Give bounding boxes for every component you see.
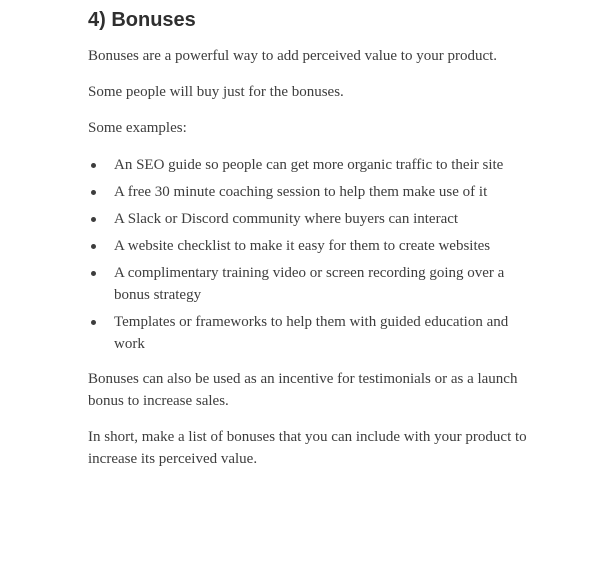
list-item	[88, 208, 528, 230]
list-item	[88, 154, 528, 176]
list-item	[88, 262, 528, 306]
bullet-icon	[91, 244, 96, 249]
bullet-icon	[91, 271, 96, 276]
bullet-icon	[91, 217, 96, 222]
list-item-text: A complimentary training video or screen recording going over a bonus strategy	[114, 265, 505, 303]
list-item-text: A website checklist to make it easy for them to create websites	[114, 238, 491, 254]
intro-paragraph: Bonuses are a powerful way to add perceived value to your product.	[88, 48, 498, 64]
article-content	[88, 6, 528, 484]
list-item	[88, 311, 528, 355]
list-item-text: An SEO guide so people can get more organic traffic to their site	[114, 157, 504, 173]
list-item	[88, 235, 528, 257]
examples-list	[88, 154, 528, 355]
section-heading: 4) Bonuses	[88, 9, 196, 31]
list-item	[88, 181, 528, 203]
examples-label: Some examples:	[88, 120, 187, 136]
note-paragraph: Some people will buy just for the bonuses.	[88, 84, 344, 100]
list-item-text: A Slack or Discord community where buyers can interact	[114, 211, 459, 227]
incentive-paragraph: Bonuses can also be used as an incentive for testimonials or as a launch bonus to increase sales.	[88, 371, 518, 409]
bullet-icon	[91, 163, 96, 168]
bullet-icon	[91, 190, 96, 195]
bullet-icon	[91, 320, 96, 325]
list-item-text: A free 30 minute coaching session to help them make use of it	[114, 184, 488, 200]
list-item-text: Templates or frameworks to help them with guided education and work	[114, 314, 509, 352]
summary-paragraph: In short, make a list of bonuses that you can include with your product to increase its perceived value.	[88, 429, 527, 467]
